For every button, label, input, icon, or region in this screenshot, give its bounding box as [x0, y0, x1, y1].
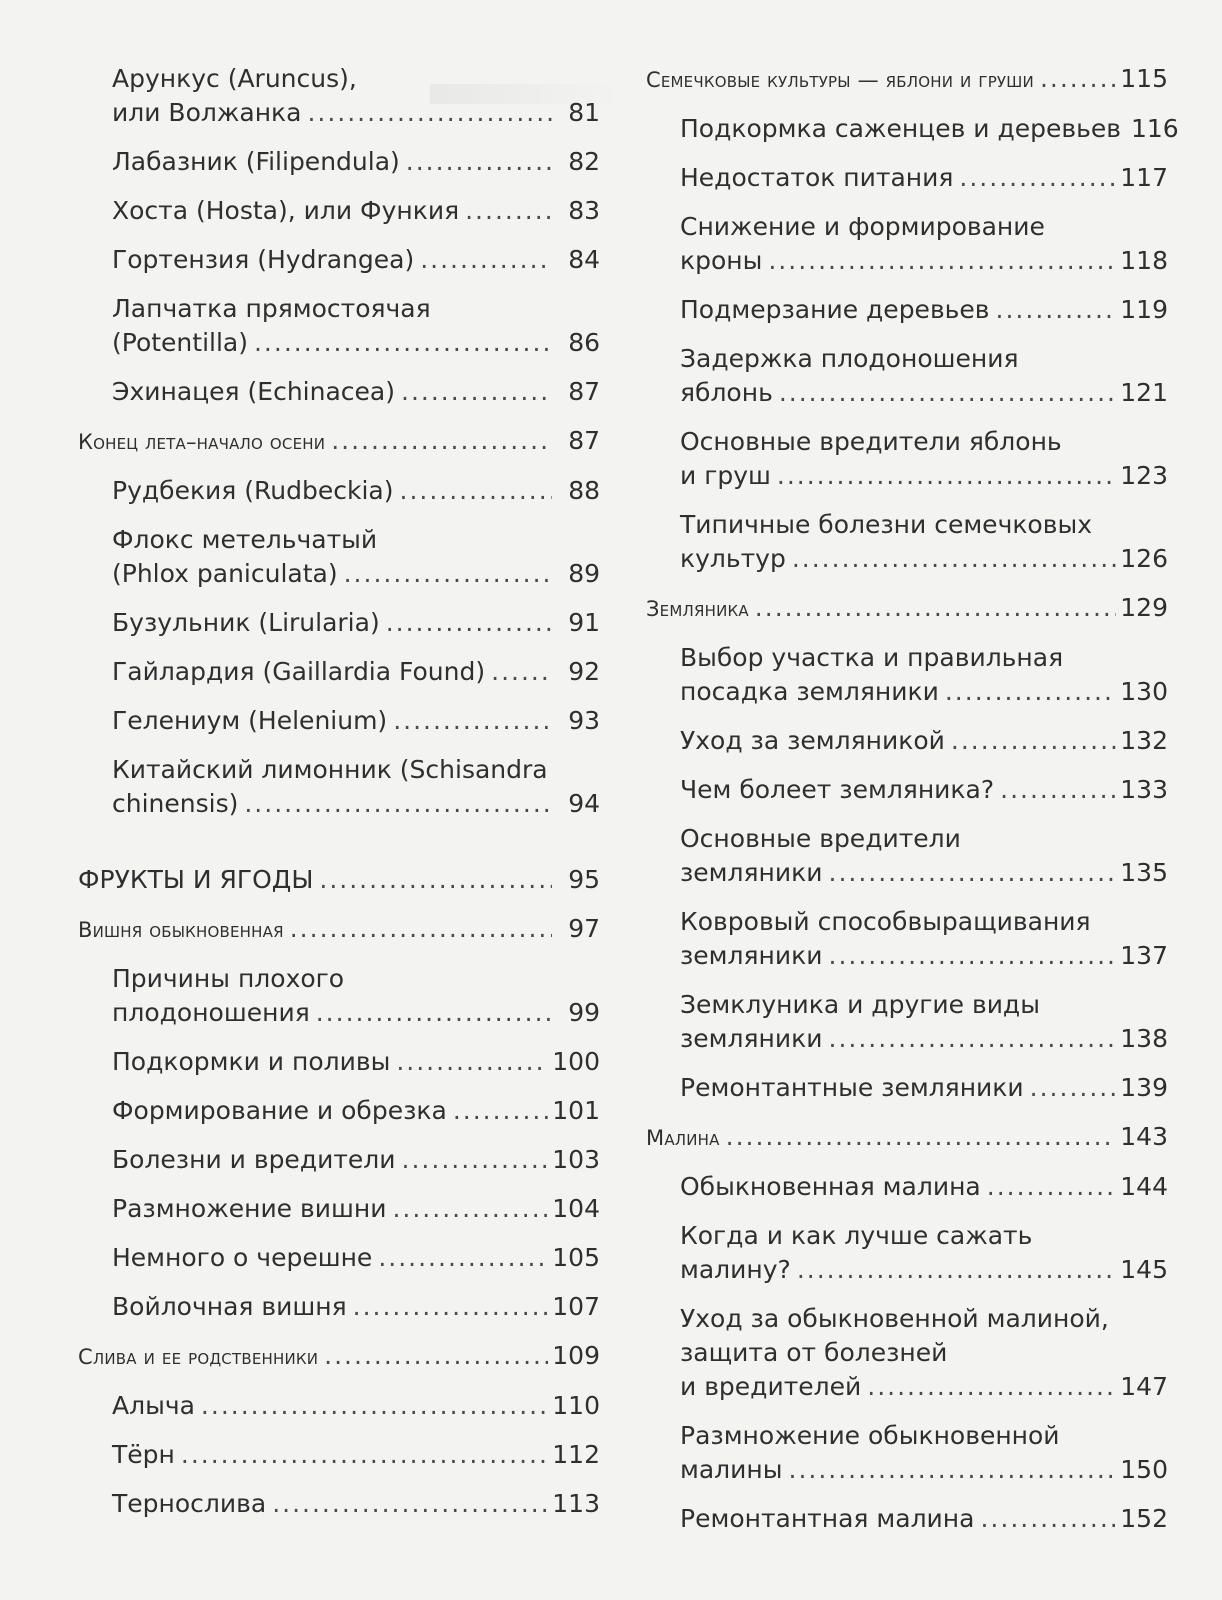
toc-entry-row	[112, 1094, 600, 1128]
toc-entry-title: Чем болеет земляника?	[680, 775, 995, 804]
toc-entry-row	[680, 1502, 1168, 1536]
dot-leader	[324, 1339, 548, 1373]
toc-entry-row	[680, 675, 1168, 709]
page-number: 117	[1120, 163, 1168, 192]
page-number: 97	[568, 914, 600, 943]
page-number: 92	[568, 657, 600, 686]
toc-entry	[78, 1045, 600, 1079]
toc-entry-title: Семечковые культуры — яблони и груши	[646, 68, 1034, 92]
toc-entry	[646, 508, 1168, 576]
toc-entry-title: Размножение вишни	[112, 1194, 387, 1223]
toc-entry-row	[680, 1022, 1168, 1056]
toc-left-column	[78, 62, 600, 1536]
toc-entry	[646, 905, 1168, 973]
page-number: 89	[568, 559, 600, 588]
toc-entry-row	[680, 542, 1168, 576]
toc-entry-title: земляники	[680, 858, 823, 887]
page-number: 115	[1120, 64, 1168, 93]
dot-leader	[1040, 62, 1116, 96]
dot-leader	[768, 244, 1116, 278]
dot-leader	[465, 194, 552, 228]
page-number: 81	[568, 98, 600, 127]
toc-entry-title: Малина	[646, 1126, 720, 1150]
page-number: 143	[1120, 1122, 1168, 1151]
toc-entry-row	[112, 474, 600, 508]
toc-entry-title: Алыча	[112, 1391, 195, 1420]
toc-entry-row	[112, 1241, 600, 1275]
toc-entry-title: Уход за земляникой	[680, 726, 945, 755]
toc-entry-row	[680, 1370, 1168, 1404]
page-number: 137	[1120, 941, 1168, 970]
toc-entry	[646, 641, 1168, 709]
toc-entry-row	[680, 1253, 1168, 1287]
dot-leader	[1000, 773, 1116, 807]
toc-entry-row	[680, 459, 1168, 493]
toc-entry-row	[112, 704, 600, 738]
page-number: 152	[1120, 1504, 1168, 1533]
toc-entry-row	[646, 1120, 1168, 1155]
dot-leader	[392, 1192, 548, 1226]
dot-leader	[244, 787, 552, 821]
dot-leader	[272, 1487, 548, 1521]
toc-entry-title-line: Лапчатка прямостоячая	[112, 294, 431, 323]
dot-leader	[829, 939, 1117, 973]
dot-leader	[789, 1453, 1117, 1487]
toc-entry-title: Рудбекия (Rudbeckia)	[112, 476, 394, 505]
toc-entry	[646, 1502, 1168, 1536]
page-number: 129	[1120, 593, 1168, 622]
toc-entry	[646, 293, 1168, 327]
toc-entry-title: земляники	[680, 1024, 823, 1053]
dot-leader	[491, 655, 552, 689]
dot-leader	[980, 1502, 1116, 1536]
toc-entry-row	[112, 557, 600, 591]
page-number: 123	[1120, 461, 1168, 490]
toc-entry-row	[112, 787, 600, 821]
dot-leader	[829, 1022, 1117, 1056]
page-number: 82	[568, 147, 600, 176]
page-number: 130	[1120, 677, 1168, 706]
toc-entry-row	[78, 1339, 600, 1374]
toc-entry-title-line: Выбор участка и правильная	[680, 643, 1064, 672]
page-number: 103	[552, 1145, 600, 1174]
toc-entry-title: Подмерзание деревьев	[680, 295, 990, 324]
toc-entry-title-line: Уход за обыкновенной малиной,	[680, 1304, 1109, 1333]
page-number: 135	[1120, 858, 1168, 887]
toc-entry-row	[112, 1487, 600, 1521]
toc-entry-title-line: Задержка плодоношения	[680, 344, 1019, 373]
page-number: 116	[1130, 114, 1179, 143]
toc-entry-title-line: Когда и как лучше сажать	[680, 1221, 1033, 1250]
page-number: 144	[1120, 1172, 1168, 1201]
toc-entry-title: яблонь	[680, 378, 773, 407]
toc-entry-title: Лабазник (Filipendula)	[112, 147, 400, 176]
toc-entry-row	[680, 773, 1168, 807]
toc-entry	[78, 62, 600, 130]
dot-leader	[201, 1389, 548, 1423]
toc-entry-title: Земляника	[646, 597, 749, 621]
toc-entry-title: или Волжанка	[112, 98, 302, 127]
toc-entry	[646, 1170, 1168, 1204]
toc-entry-row	[112, 1192, 600, 1226]
toc-entry	[78, 912, 600, 947]
toc-right-column	[646, 62, 1179, 1551]
toc-entry	[646, 724, 1168, 758]
toc-entry	[646, 112, 1179, 146]
toc-entry	[646, 988, 1168, 1056]
toc-entry-row	[112, 996, 600, 1030]
dot-leader	[406, 145, 552, 179]
page-number: 113	[552, 1489, 600, 1518]
toc-entry-title-line: Основные вредители	[680, 824, 961, 853]
toc-entry-title: Формирование и обрезка	[112, 1096, 447, 1125]
page-number: 118	[1120, 246, 1168, 275]
toc-entry-title: Болезни и вредители	[112, 1145, 396, 1174]
page-number: 91	[568, 608, 600, 637]
dot-leader	[797, 1253, 1116, 1287]
page-number: 88	[568, 476, 600, 505]
toc-entry	[646, 591, 1168, 626]
toc-entry	[78, 1339, 600, 1374]
page-number: 121	[1120, 378, 1168, 407]
toc-entry-title: Недостаток питания	[680, 163, 954, 192]
toc-entry-row	[680, 1453, 1168, 1487]
toc-entry-title: Вишня обыкновенная	[78, 918, 284, 942]
page-number: 133	[1120, 775, 1168, 804]
toc-entry-title-line: Основные вредители яблонь	[680, 427, 1062, 456]
page-number: 138	[1120, 1024, 1168, 1053]
dot-leader	[319, 863, 552, 897]
dot-leader	[181, 1438, 548, 1472]
toc-entry-row	[112, 194, 600, 228]
toc-entry	[78, 1438, 600, 1472]
toc-entry-title: ФРУКТЫ И ЯГОДЫ	[78, 865, 314, 894]
page-number: 150	[1120, 1455, 1168, 1484]
dot-leader	[987, 1170, 1117, 1204]
dot-leader	[393, 704, 552, 738]
toc-entry-row	[112, 243, 600, 277]
dot-leader	[945, 675, 1116, 709]
dot-leader	[307, 96, 552, 130]
dot-leader	[996, 293, 1117, 327]
toc-entry-title: Подкормки и поливы	[112, 1047, 391, 1076]
dot-leader	[316, 996, 552, 1030]
toc-entry	[646, 62, 1168, 97]
dot-leader	[726, 1120, 1117, 1154]
toc-entry-row	[680, 724, 1168, 758]
toc-entry-row	[112, 1438, 600, 1472]
toc-entry-title: земляники	[680, 941, 823, 970]
dot-leader	[378, 1241, 548, 1275]
dot-leader	[254, 326, 552, 360]
toc-entry-title: Хоста (Hosta), или Функия	[112, 196, 460, 225]
page-number: 100	[552, 1047, 600, 1076]
toc-entry-row	[112, 375, 600, 409]
toc-entry-title-line: Флокс метельчатый	[112, 525, 378, 554]
page-number: 139	[1120, 1073, 1168, 1102]
dot-leader	[420, 243, 552, 277]
page-number: 86	[568, 328, 600, 357]
toc-entry-title: chinensis)	[112, 789, 239, 818]
dot-leader	[331, 424, 552, 458]
toc-entry-row	[680, 112, 1179, 146]
dot-leader	[400, 474, 553, 508]
page-number: 109	[552, 1341, 600, 1370]
toc-entry	[646, 210, 1168, 278]
page-number: 87	[568, 426, 600, 455]
page-number: 147	[1120, 1372, 1168, 1401]
toc-entry-row	[112, 1143, 600, 1177]
toc-entry-title: и вредителей	[680, 1372, 862, 1401]
page-number: 126	[1120, 544, 1168, 573]
toc-entry-row	[112, 1045, 600, 1079]
toc-entry-title: Войлочная вишня	[112, 1292, 347, 1321]
toc-entry-title: кроны	[680, 246, 763, 275]
toc-entry	[78, 243, 600, 277]
toc-entry-row	[112, 606, 600, 640]
dot-leader	[353, 1290, 549, 1324]
toc-entry-title: Гайлардия (Gaillardia Found)	[112, 657, 486, 686]
dot-leader	[829, 856, 1117, 890]
toc-entry-title: плодоношения	[112, 998, 310, 1027]
toc-entry-row	[646, 62, 1168, 97]
dot-leader	[951, 724, 1116, 758]
toc-entry-title: Тернослива	[112, 1489, 267, 1518]
toc-entry-row	[112, 145, 600, 179]
toc-entry	[646, 1071, 1168, 1105]
toc-entry-row	[680, 939, 1168, 973]
toc-entry-title: культур	[680, 544, 786, 573]
page-number: 145	[1120, 1255, 1168, 1284]
toc-entry-title: Гелениум (Helenium)	[112, 706, 388, 735]
toc-entry-row	[78, 863, 600, 897]
toc-entry-title-line: Китайский лимонник (Schisandra	[112, 755, 548, 784]
toc-entry-title-line: защита от болезней	[680, 1338, 948, 1367]
toc-entry-row	[680, 376, 1168, 410]
toc-entry-row	[112, 96, 600, 130]
page-number: 93	[568, 706, 600, 735]
toc-entry	[646, 1219, 1168, 1287]
toc-entry	[646, 1419, 1168, 1487]
toc-entry-title-line: Арункус (Aruncus),	[112, 64, 357, 93]
toc-entry-title: Бузульник (Lirularia)	[112, 608, 380, 637]
toc-entry-title: посадка земляники	[680, 677, 939, 706]
page-number: 132	[1120, 726, 1168, 755]
toc-entry-title: малины	[680, 1455, 783, 1484]
dot-leader	[1030, 1071, 1117, 1105]
toc-entry	[78, 474, 600, 508]
toc-entry-title: Обыкновенная малина	[680, 1172, 981, 1201]
toc-entry-title: (Potentilla)	[112, 328, 248, 357]
toc-entry-title: Ремонтантная малина	[680, 1504, 975, 1533]
toc-entry	[78, 1290, 600, 1324]
toc-entry-title: малину?	[680, 1255, 791, 1284]
toc-entry	[78, 523, 600, 591]
page-number: 83	[568, 196, 600, 225]
toc-entry-title: (Phlox paniculata)	[112, 559, 338, 588]
page-number: 107	[552, 1292, 600, 1321]
toc-entry-row	[680, 856, 1168, 890]
page-number: 112	[552, 1440, 600, 1469]
toc-entry	[646, 773, 1168, 807]
toc-entry	[646, 161, 1168, 195]
toc-entry	[78, 145, 600, 179]
toc-entry-title-line: Земклуника и другие виды	[680, 990, 1040, 1019]
toc-entry	[78, 655, 600, 689]
page-number: 94	[568, 789, 600, 818]
toc-entry-row	[78, 424, 600, 459]
toc-entry-row	[680, 1170, 1168, 1204]
dot-leader	[344, 557, 552, 591]
toc-entry	[646, 822, 1168, 890]
toc-entry-title: и груш	[680, 461, 771, 490]
toc-entry	[646, 1302, 1168, 1404]
dot-leader	[792, 542, 1116, 576]
toc-entry-row	[112, 1290, 600, 1324]
toc-entry-row	[680, 161, 1168, 195]
dot-leader	[386, 606, 552, 640]
toc-entry	[78, 1241, 600, 1275]
toc-entry-title: Гортензия (Hydrangea)	[112, 245, 415, 274]
toc-entry	[78, 753, 600, 821]
toc-entry-title-line: Причины плохого	[112, 964, 345, 993]
toc-entry-title: Конец лета–начало осени	[78, 430, 326, 454]
page-number: 104	[552, 1194, 600, 1223]
dot-leader	[959, 161, 1116, 195]
toc-entry	[78, 962, 600, 1030]
dot-leader	[755, 591, 1116, 625]
dot-leader	[779, 376, 1116, 410]
dot-leader	[867, 1370, 1116, 1404]
toc-entry-title-line: Размножение обыкновенной	[680, 1421, 1060, 1450]
toc-entry-title-line: Снижение и формирование	[680, 212, 1045, 241]
page-number: 110	[552, 1391, 600, 1420]
toc-entry-title: Эхинацея (Echinacea)	[112, 377, 395, 406]
toc-entry	[78, 1192, 600, 1226]
toc-entry-title: Немного о черешне	[112, 1243, 373, 1272]
page-number: 87	[568, 377, 600, 406]
dot-leader	[402, 1143, 549, 1177]
toc-entry	[646, 425, 1168, 493]
toc-entry	[78, 1389, 600, 1423]
toc-entry-row	[680, 293, 1168, 327]
toc-entry	[646, 1120, 1168, 1155]
toc-entry-title-line: Ковровый способвыращивания	[680, 907, 1091, 936]
toc-entry	[78, 1143, 600, 1177]
dot-leader	[453, 1094, 548, 1128]
toc-entry-title: Подкормка саженцев и деревьев	[680, 114, 1121, 143]
toc-entry	[78, 606, 600, 640]
dot-leader	[396, 1045, 548, 1079]
dot-leader	[777, 459, 1116, 493]
dot-leader	[401, 375, 552, 409]
toc-entry	[646, 342, 1168, 410]
toc-entry-row	[112, 655, 600, 689]
toc-entry-row	[680, 244, 1168, 278]
toc-entry	[78, 1487, 600, 1521]
page-number: 105	[552, 1243, 600, 1272]
page-number: 99	[568, 998, 600, 1027]
toc-entry-title-line: Типичные болезни семечковых	[680, 510, 1092, 539]
toc-entry	[78, 292, 600, 360]
toc-entry	[78, 863, 600, 897]
toc-entry	[78, 424, 600, 459]
toc-entry-row	[112, 1389, 600, 1423]
page-number: 95	[568, 865, 600, 894]
toc-entry	[78, 194, 600, 228]
toc-entry-title: Тёрн	[112, 1440, 175, 1469]
toc-entry	[78, 1094, 600, 1128]
page-number: 84	[568, 245, 600, 274]
toc-entry-row	[646, 591, 1168, 626]
toc-entry-row	[78, 912, 600, 947]
toc-entry-row	[680, 1071, 1168, 1105]
toc-entry	[78, 375, 600, 409]
toc-entry-row	[112, 326, 600, 360]
toc-entry	[78, 704, 600, 738]
page-number: 101	[552, 1096, 600, 1125]
toc-entry-title: Слива и ее родственники	[78, 1345, 319, 1369]
toc-entry-title: Ремонтантные земляники	[680, 1073, 1024, 1102]
page-number: 119	[1120, 295, 1168, 324]
dot-leader	[290, 912, 552, 946]
